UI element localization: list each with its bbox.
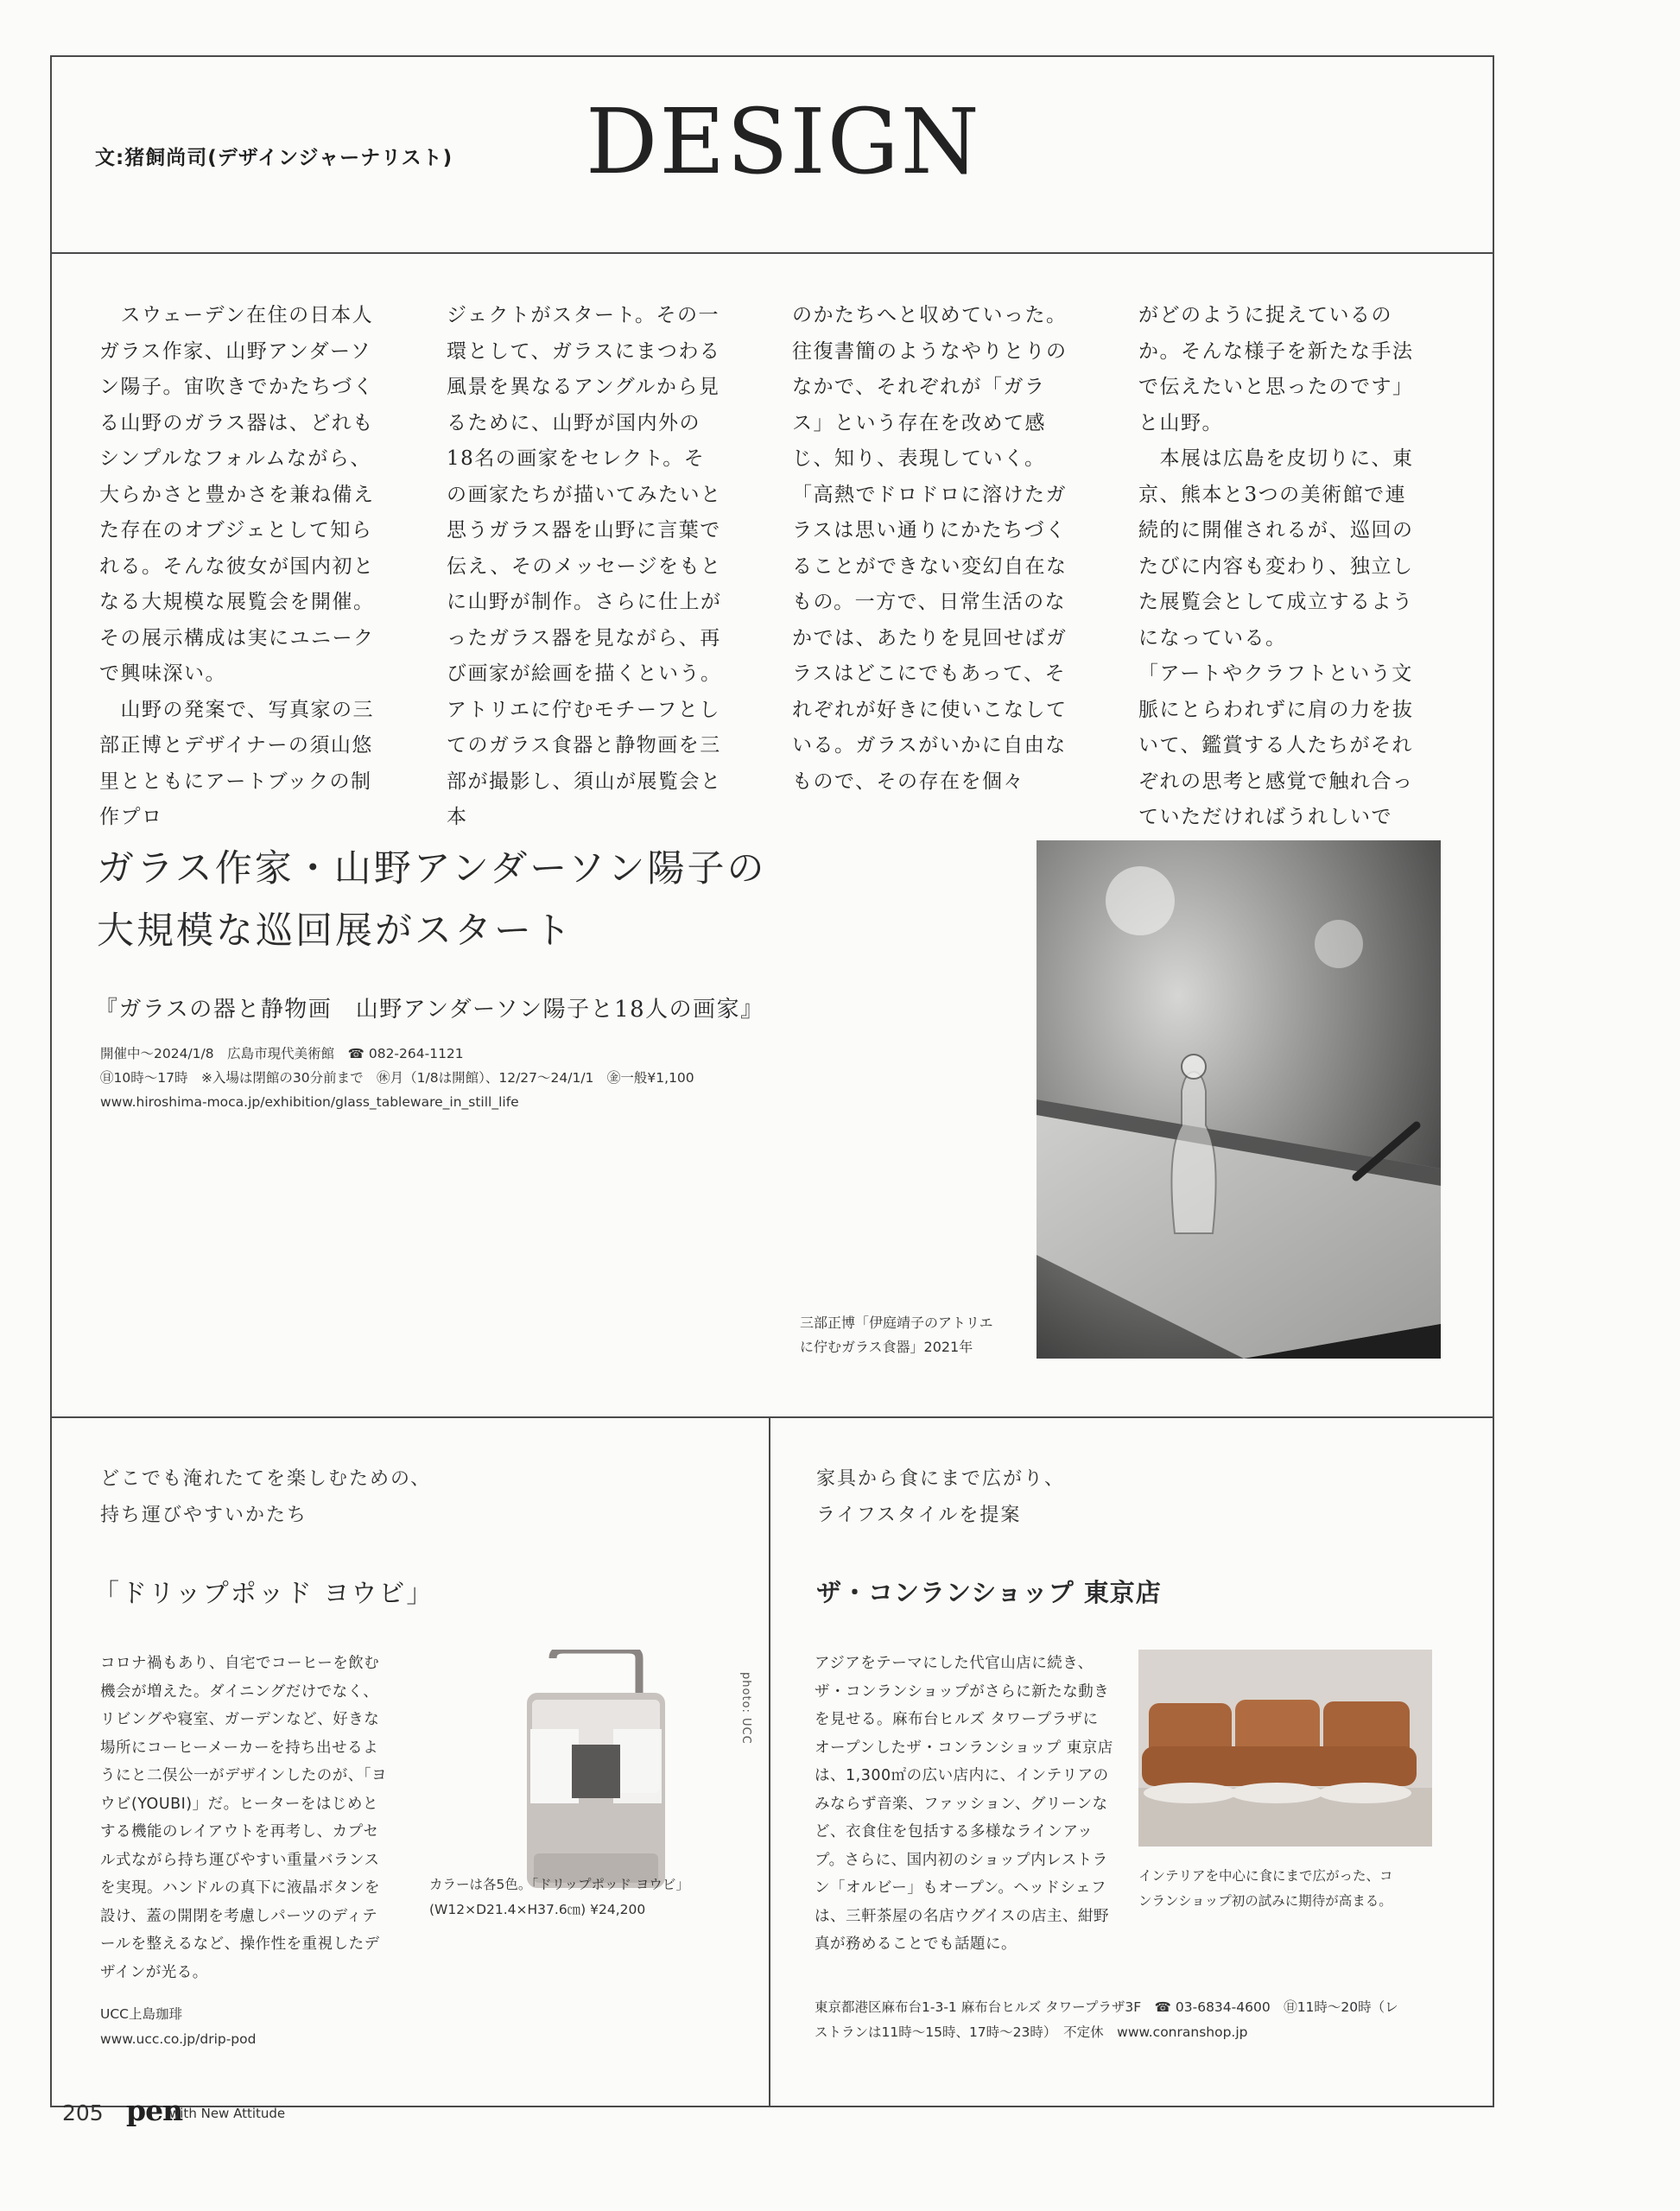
section-title: DESIGN — [586, 89, 981, 194]
pen-logo: pen — [126, 2094, 183, 2127]
product-subtitle: どこでも淹れたてを楽しむための、 持ち運びやすいかたち — [100, 1468, 432, 1526]
shop-photo-caption: インテリアを中心に食にまで広がった、コ ンランショップ初の試みに期待が高まる。 — [1138, 1868, 1393, 1909]
shop-address: 東京都港区麻布台1-3-1 麻布台ヒルズ タワープラザ3F ☎ 03-6834-4600 ㊐11時〜20時（レ ストランは11時〜15時、17時〜23時） 不定休 www.conranshop.jp — [815, 1999, 1398, 2040]
magazine-tagline: with New Attitude — [169, 2106, 286, 2121]
product-caption: カラーは各5色。「ドリップポッド ヨウビ」 (W12×D21.4×H37.6㎝) ¥24,200 — [429, 1877, 689, 1917]
column-divider — [769, 1416, 770, 2107]
exhibition-title: 『ガラスの器と静物画 山野アンダーソン陽子と18人の画家』 — [95, 997, 764, 1023]
shop-body: アジアをテーマにした代官山店に続き、ザ・コンランショップがさらに新たな動きを見せる。麻布台ヒルズ タワープラザにオープンしたザ・コンランショップ 東京店は、1,300㎡の広い店内に、インテリアのみならず音楽、ファッション、グリーンなど、衣食住を包括する多様なラインアップ。さらに、国内初のショップ内レストラン「オルビー」もオープン。ヘッドシェフは、三軒茶屋の名店ウグイスの店主、紺野真が務めることでも話題に。 — [815, 1655, 1113, 1953]
sofa-image — [1138, 1650, 1432, 1847]
drip-pod-photo — [518, 1650, 674, 1900]
exhibition-info — [100, 1042, 694, 1114]
glass-photo-image — [1037, 840, 1441, 1359]
product-photo-credit: photo: UCC — [739, 1672, 752, 1745]
glass-photo-caption: 三部正博「伊庭靖子のアトリエ に佇むガラス食器」2021年 — [800, 1315, 993, 1355]
article-column-2: ジェクトがスタート。その一環として、ガラスにまつわる風景を異なるアングルから見るために、山野が国内外の18名の画家をセレクト。その画家たちが描いてみたいと思うガラス器を山野に言葉で伝え、そのメッセージをもとに山野が制作。さらに仕上がったガラス器を見ながら、再び画家が絵画を描くという。アトリエに佇むモチーフとしてのガラス食器と静物画を三部が撮影し、須山が展覧会と本 — [447, 304, 722, 828]
headline-line-2: 大規模な巡回展がスタート — [97, 909, 574, 953]
article-headline — [97, 838, 767, 962]
sofa-photo — [1138, 1650, 1432, 1847]
article-column-4: がどのように捉えているのか。そんな様子を新たな手法で伝えたいと思ったのです」と山野。 本展は広島を皮切りに、東京、熊本と3つの美術館で連続的に開催されるが、巡回のたびに内容も変わり、独立した展覧会として成立するようになっている。 「アートやクラフトという文脈にとらわれずに肩の力を抜いて、鑑賞する人たちがそれぞれの思考と感覚で触れ合っていただければうれしいで — [1138, 304, 1414, 828]
info-hours: ㊐10時〜17時 ※入場は閉館の30分前まで ㊡月（1/8は開館）、12/27〜24/1/1 ㊎一般¥1,100 — [100, 1070, 694, 1086]
headline-line-1: ガラス作家・山野アンダーソン陽子の — [97, 847, 767, 890]
drip-pod-image — [518, 1650, 674, 1900]
page-number: 205 — [62, 2100, 104, 2125]
author-credit: 文:猪飼尚司(デザインジャーナリスト) — [95, 147, 453, 169]
product-contact — [100, 2002, 256, 2052]
info-url[interactable]: www.hiroshima-moca.jp/exhibition/glass_tableware_in_still_life — [100, 1094, 519, 1110]
glass-photo — [1037, 840, 1441, 1359]
product-url[interactable]: www.ucc.co.jp/drip-pod — [100, 2031, 257, 2047]
info-dates: 開催中〜2024/1/8 広島市現代美術館 ☎ 082-264-1121 — [100, 1046, 464, 1061]
product-company: UCC上島珈琲 — [100, 2006, 182, 2022]
product-title: 「ドリップポッド ヨウビ」 — [93, 1579, 434, 1609]
article-column-1: スウェーデン在住の日本人ガラス作家、山野アンダーソン陽子。宙吹きでかたちづくる山野のガラス器は、どれもシンプルなフォルムながら、大らかさと豊かさを兼ね備えた存在のオブジェとして知られる。そんな彼女が国内初となる大規模な展覧会を開催。その展示構成は実にユニークで興味深い。 山野の発案で、写真家の三部正博とデザイナーの須山悠里とともにアートブックの制作プロ — [99, 304, 375, 828]
shop-title: ザ・コンランショップ 東京店 — [816, 1578, 1162, 1607]
product-body: コロナ禍もあり、自宅でコーヒーを飲む機会が増えた。ダイニングだけでなく、リビングや寝室、ガーデンなど、好きな場所にコーヒーメーカーを持ち出せるようにと二俣公一がデザインしたのが、「ヨウビ(YOUBI)」だ。ヒーターをはじめとする機能のレイアウトを再考し、カプセル式ながら持ち運びやすい重量バランスを実現。ハンドルの真下に液晶ボタンを設け、蓋の開閉を考慮しパーツのディテールを整えるなど、操作性を重視したデザインが光る。 — [100, 1655, 388, 1981]
article-column-3: のかたちへと収めていった。往復書簡のようなやりとりのなかで、それぞれが「ガラス」という存在を改めて感じ、知り、表現していく。 「高熱でドロドロに溶けたガラスは思い通りにかたちづくることができない変幻自在なもの。一方で、日常生活のなかでは、あたりを見回せばガラスはどこにでもあって、それぞれが好きに使いこなしている。ガラスがいかに自由なもので、その存在を個々 — [792, 304, 1068, 793]
shop-subtitle: 家具から食にまで広がり、 ライフスタイルを提案 — [816, 1468, 1066, 1526]
